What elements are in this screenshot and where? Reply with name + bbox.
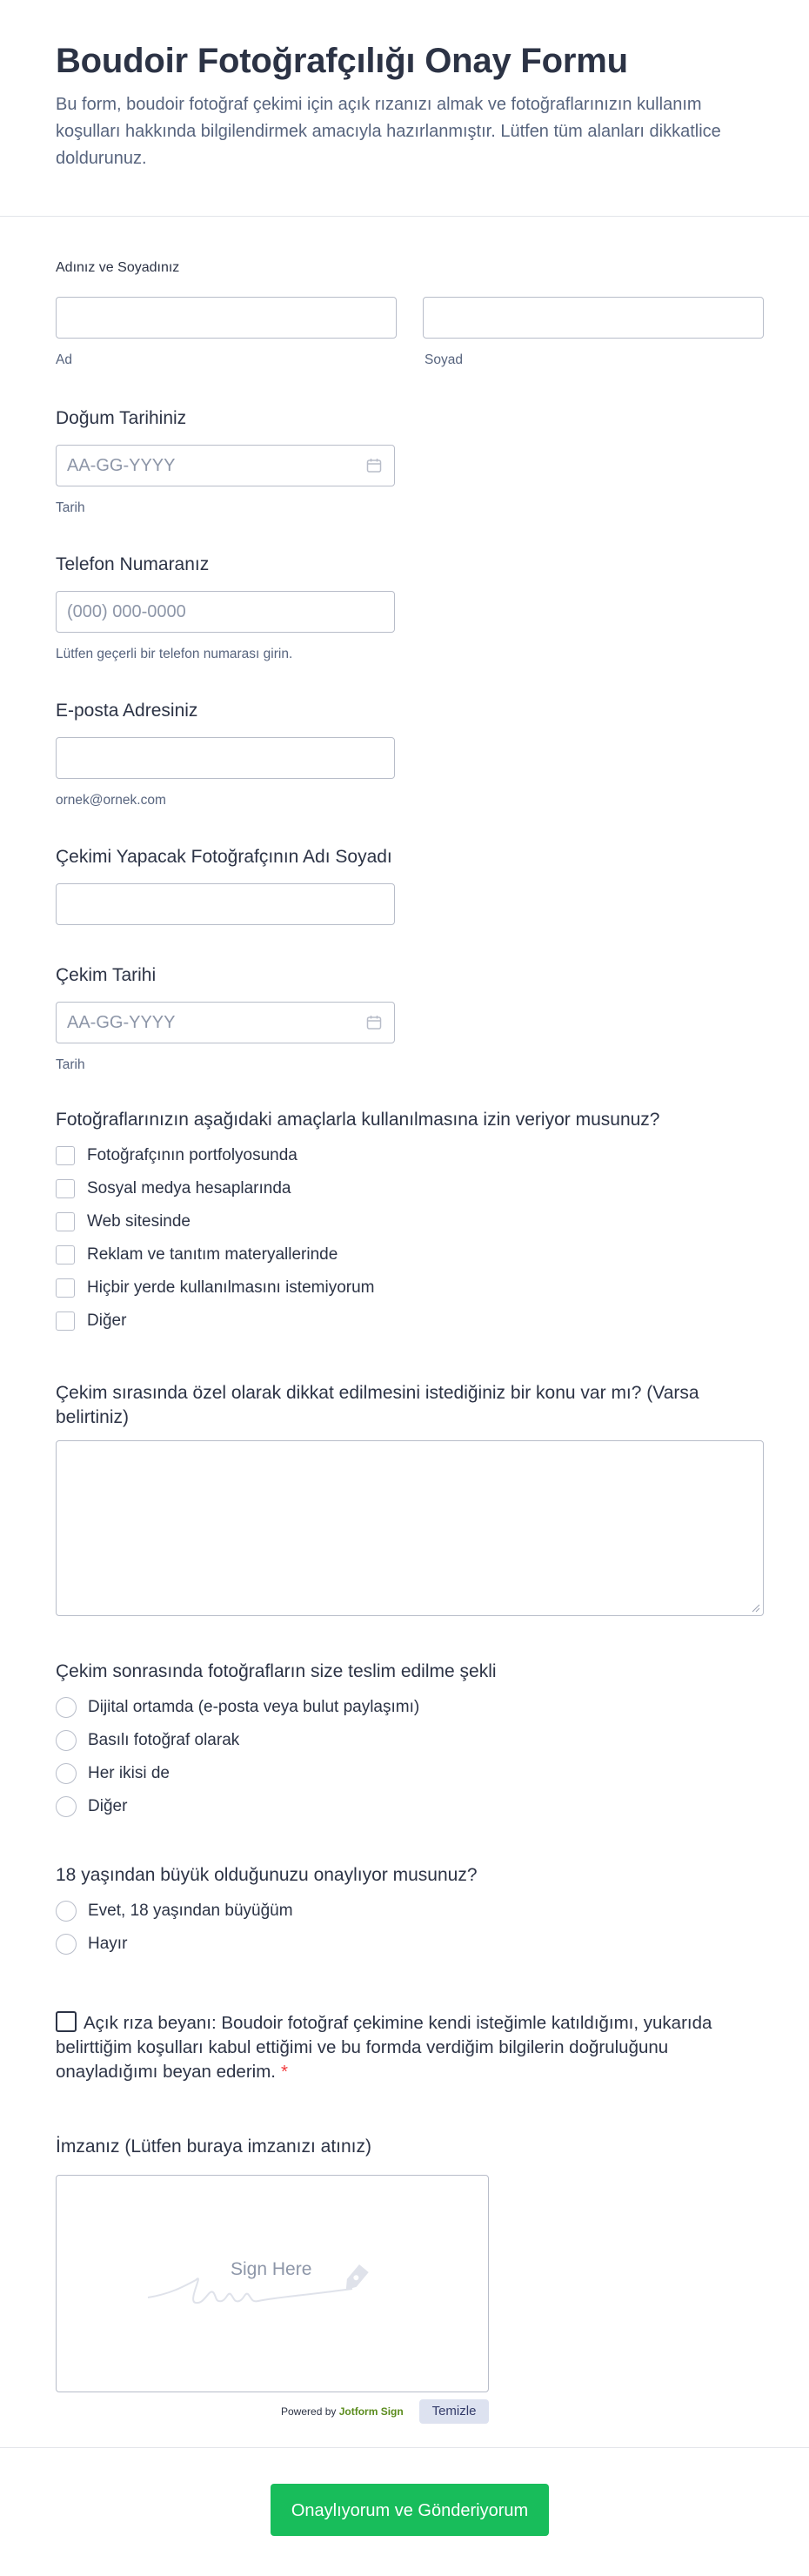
required-asterisk: *	[280, 2062, 288, 2082]
radio-button[interactable]	[56, 1697, 77, 1718]
consent-text: Açık rıza beyanı: Boudoir fotoğraf çekimine kendi isteğimle katıldığımı, yukarıda belirttiğim koşulları kabul ettiğimi ve bu formda verdiğim bilgilerin doğruluğunu onayladığımı beyan ederim.	[56, 2013, 712, 2082]
checkbox[interactable]	[56, 1245, 75, 1265]
last-name-sublabel: Soyad	[425, 352, 463, 367]
radio-button[interactable]	[56, 1934, 77, 1955]
radio-button[interactable]	[56, 1730, 77, 1751]
usage-option-other[interactable]	[56, 1311, 126, 1331]
option-label: Her ikisi de	[88, 1764, 170, 1782]
delivery-option-digital[interactable]	[56, 1697, 419, 1718]
option-label: Diğer	[88, 1797, 128, 1815]
clear-signature-button[interactable]: Temizle	[419, 2399, 489, 2424]
option-label: Dijital ortamda (e-posta veya bulut paylaşımı)	[88, 1698, 420, 1716]
notes-textarea[interactable]	[56, 1440, 764, 1616]
shoot-date-sublabel: Tarih	[56, 1057, 85, 1072]
usage-option-portfolio[interactable]	[56, 1146, 298, 1165]
signature-pad[interactable]	[56, 2175, 489, 2392]
radio-button[interactable]	[56, 1763, 77, 1784]
jotform-sign-brand: Jotform Sign	[338, 2405, 404, 2418]
age-option-no[interactable]	[56, 1934, 127, 1955]
option-label: Hiçbir yerde kullanılmasını istemiyorum	[87, 1278, 375, 1297]
birth-date-label: Doğum Tarihiniz	[56, 408, 187, 428]
consent-checkbox-field[interactable]	[56, 2011, 717, 2084]
submit-button[interactable]: Onaylıyorum ve Gönderiyorum	[271, 2484, 549, 2536]
delivery-option-other[interactable]	[56, 1796, 127, 1817]
phone-placeholder: (000) 000-0000	[67, 602, 186, 621]
option-label: Hayır	[88, 1935, 128, 1953]
option-label: Basılı fotoğraf olarak	[88, 1731, 240, 1749]
usage-option-social-media[interactable]	[56, 1179, 291, 1198]
shoot-date-label: Çekim Tarihi	[56, 965, 157, 985]
form-title: Boudoir Fotoğrafçılığı Onay Formu	[56, 42, 628, 80]
form-description: Bu form, boudoir fotoğraf çekimi için açık rızanızı almak ve fotoğraflarınızın kullanım koşulları hakkında bilgilendirmek amacıyla hazırlanmıştır. Lütfen tüm alanları dikkatlice doldurunuz.	[56, 95, 721, 168]
usage-label: Fotoğraflarınızın aşağıdaki amaçlarla kullanılmasına izin veriyor musunuz?	[56, 1110, 660, 1130]
delivery-label: Çekim sonrasında fotoğrafların size teslim edilme şekli	[56, 1661, 497, 1681]
last-name-input[interactable]	[423, 297, 764, 339]
delivery-option-both[interactable]	[56, 1763, 170, 1784]
form-body	[0, 217, 809, 2436]
option-label: Evet, 18 yaşından büyüğüm	[88, 1902, 293, 1920]
photographer-label: Çekimi Yapacak Fotoğrafçının Adı Soyadı	[56, 847, 392, 867]
calendar-icon[interactable]	[366, 1015, 382, 1030]
signature-placeholder: Sign Here	[231, 2259, 312, 2279]
usage-option-advertising[interactable]	[56, 1245, 338, 1265]
birth-date-sublabel: Tarih	[56, 500, 85, 515]
birth-date-input[interactable]	[56, 445, 395, 486]
resize-handle-icon[interactable]	[752, 1604, 760, 1613]
age-label: 18 yaşından büyük olduğunuzu onaylıyor musunuz?	[56, 1865, 478, 1885]
birth-date-placeholder: AA-GG-YYYY	[67, 456, 176, 475]
photographer-input[interactable]	[56, 883, 395, 925]
delivery-option-print[interactable]	[56, 1730, 239, 1751]
first-name-sublabel: Ad	[56, 352, 72, 367]
checkbox[interactable]	[56, 1278, 75, 1298]
radio-button[interactable]	[56, 1796, 77, 1817]
usage-option-none[interactable]	[56, 1278, 375, 1298]
phone-sublabel: Lütfen geçerli bir telefon numarası girin.	[56, 647, 293, 661]
form-header	[0, 0, 809, 217]
calendar-icon[interactable]	[366, 458, 382, 473]
checkbox[interactable]	[56, 1146, 75, 1165]
option-label: Fotoğrafçının portfolyosunda	[87, 1146, 298, 1164]
option-label: Web sitesinde	[87, 1212, 191, 1231]
first-name-input[interactable]	[56, 297, 397, 339]
powered-prefix: Powered by	[281, 2405, 337, 2418]
email-sublabel: ornek@ornek.com	[56, 793, 166, 808]
full-name-label: Adınız ve Soyadınız	[56, 260, 180, 275]
radio-button[interactable]	[56, 1901, 77, 1922]
usage-option-website[interactable]	[56, 1212, 191, 1231]
phone-input[interactable]	[56, 591, 395, 633]
checkbox[interactable]	[56, 1212, 75, 1231]
shoot-date-placeholder: AA-GG-YYYY	[67, 1013, 176, 1032]
powered-by-text	[281, 2405, 404, 2418]
option-label: Diğer	[87, 1311, 127, 1330]
consent-checkbox[interactable]	[56, 2011, 77, 2032]
email-input[interactable]	[56, 737, 395, 779]
signature-scribble-icon	[144, 2254, 404, 2315]
email-label: E-posta Adresiniz	[56, 701, 198, 721]
shoot-date-input[interactable]	[56, 1002, 395, 1043]
checkbox[interactable]	[56, 1179, 75, 1198]
phone-label: Telefon Numaranız	[56, 554, 210, 574]
option-label: Reklam ve tanıtım materyallerinde	[87, 1245, 338, 1264]
age-option-yes[interactable]	[56, 1901, 293, 1922]
checkbox[interactable]	[56, 1311, 75, 1331]
signature-label: İmzanız (Lütfen buraya imzanızı atınız)	[56, 2137, 371, 2157]
option-label: Sosyal medya hesaplarında	[87, 1179, 291, 1197]
notes-label: Çekim sırasında özel olarak dikkat edilmesini istediğiniz bir konu var mı? (Varsa belirtiniz)	[56, 1383, 699, 1427]
